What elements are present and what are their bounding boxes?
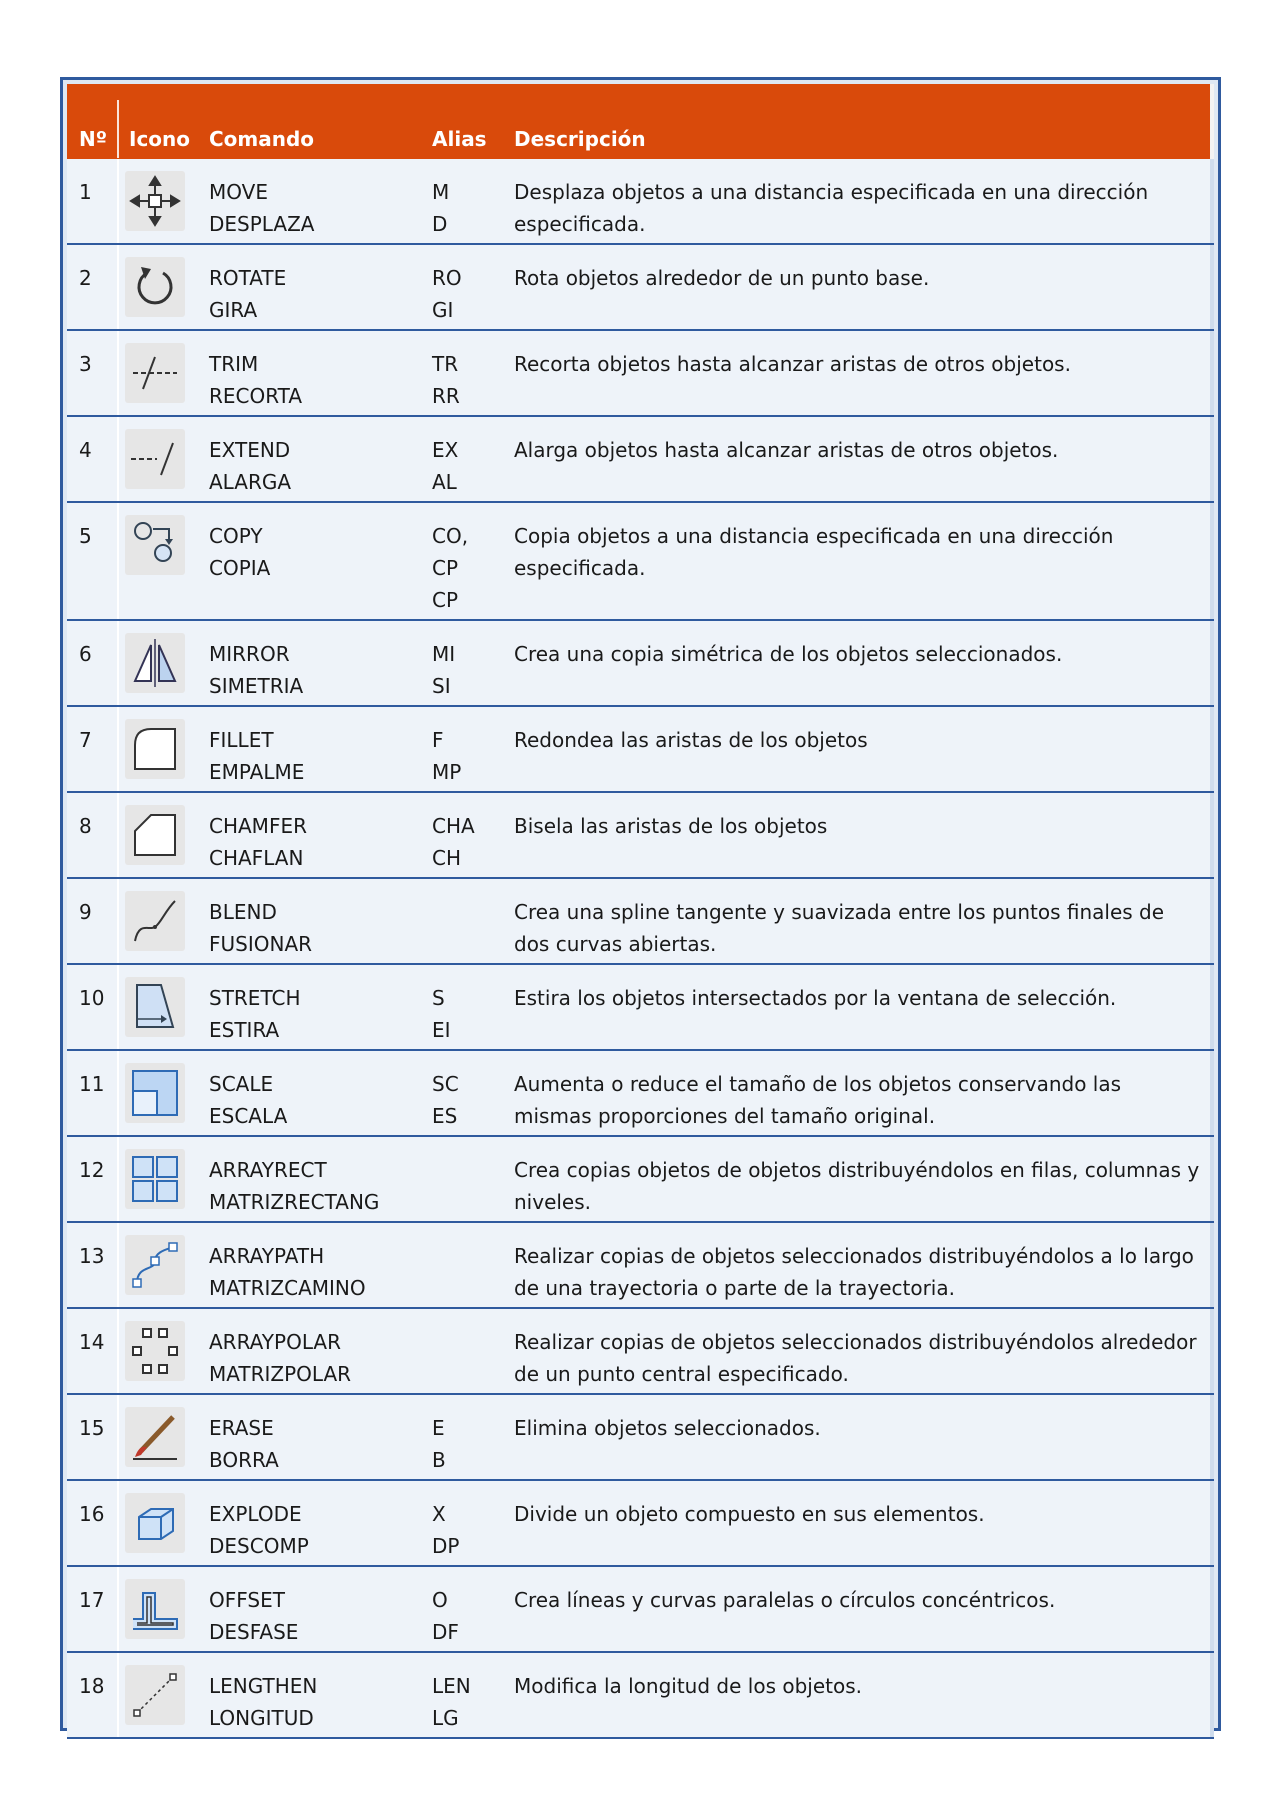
command-description: Elimina objetos seleccionados. [514, 1416, 821, 1440]
command-description: Realizar copias de objetos seleccionados distribuyéndolos alrededor de un punto central especificado. [514, 1330, 1197, 1386]
command-names [209, 1670, 317, 1734]
command-names [209, 520, 270, 584]
command-en: OFFSET [209, 1588, 285, 1612]
command-en: ARRAYPATH [209, 1244, 325, 1268]
header-alias: Alias [432, 127, 487, 151]
command-es: FUSIONAR [209, 932, 313, 956]
command-names [209, 1240, 366, 1304]
row-number: 3 [79, 352, 92, 376]
arrayrect-icon [125, 1149, 185, 1209]
blend-icon [125, 891, 185, 951]
row-number: 13 [79, 1244, 105, 1268]
explode-icon [125, 1493, 185, 1553]
move-icon [125, 171, 185, 231]
table-row [67, 793, 1214, 879]
icon-column-separator [117, 1481, 119, 1565]
command-en: MOVE [209, 180, 268, 204]
table-row [67, 1051, 1214, 1137]
icon-column-separator [117, 1309, 119, 1393]
command-description: Alarga objetos hasta alcanzar aristas de otros objetos. [514, 438, 1059, 462]
row-number: 6 [79, 642, 92, 666]
command-es: EMPALME [209, 760, 305, 784]
command-alias: X DP [432, 1502, 460, 1558]
row-edge [1210, 159, 1214, 243]
icon-column-separator [117, 965, 119, 1049]
command-alias: TR RR [432, 352, 460, 408]
row-edge [1210, 879, 1214, 963]
table-row [67, 1653, 1214, 1739]
table-row [67, 1223, 1214, 1309]
row-number: 14 [79, 1330, 105, 1354]
command-description: Crea líneas y curvas paralelas o círculos concéntricos. [514, 1588, 1056, 1612]
row-number: 12 [79, 1158, 105, 1182]
command-en: CHAMFER [209, 814, 307, 838]
extend-icon [125, 429, 185, 489]
row-edge [1210, 331, 1214, 415]
offset-icon [125, 1579, 185, 1639]
command-description: Desplaza objetos a una distancia especificada en una dirección especificada. [514, 180, 1149, 236]
command-description: Estira los objetos intersectados por la ventana de selección. [514, 986, 1117, 1010]
command-names [209, 982, 301, 1046]
icon-column-separator [117, 621, 119, 705]
row-number: 1 [79, 180, 92, 204]
row-number: 9 [79, 900, 92, 924]
icon-column-separator [117, 1223, 119, 1307]
command-es: CHAFLAN [209, 846, 304, 870]
arraypath-icon [125, 1235, 185, 1295]
command-es: MATRIZPOLAR [209, 1362, 352, 1386]
command-es: LONGITUD [209, 1706, 314, 1730]
command-es: MATRIZCAMINO [209, 1276, 366, 1300]
icon-column-separator [117, 1137, 119, 1221]
command-alias: O DF [432, 1588, 459, 1644]
command-names [209, 1584, 298, 1648]
icon-column-separator [117, 417, 119, 501]
command-description: Modifica la longitud de los objetos. [514, 1674, 862, 1698]
row-edge [1210, 1051, 1214, 1135]
mirror-icon [125, 633, 185, 693]
row-edge [1210, 1223, 1214, 1307]
command-en: TRIM [209, 352, 259, 376]
icon-column-separator [117, 159, 119, 243]
command-names [209, 1412, 279, 1476]
icon-column-separator [117, 245, 119, 329]
stretch-icon [125, 977, 185, 1037]
command-names [209, 724, 304, 788]
command-en: LENGTHEN [209, 1674, 318, 1698]
command-description: Divide un objeto compuesto en sus elementos. [514, 1502, 985, 1526]
command-es: ESTIRA [209, 1018, 280, 1042]
table-row [67, 707, 1214, 793]
command-names [209, 1326, 351, 1390]
row-edge [1210, 621, 1214, 705]
header-edge [1210, 84, 1214, 159]
row-edge [1210, 1395, 1214, 1479]
fillet-icon [125, 719, 185, 779]
icon-column-separator [117, 1051, 119, 1135]
command-es: ALARGA [209, 470, 292, 494]
icon-column-separator [117, 1395, 119, 1479]
table-row [67, 965, 1214, 1051]
header-num: Nº [79, 127, 108, 151]
row-edge [1210, 1567, 1214, 1651]
table-row [67, 1395, 1214, 1481]
icon-column-separator [117, 1567, 119, 1651]
trim-icon [125, 343, 185, 403]
row-edge [1210, 965, 1214, 1049]
lengthen-icon [125, 1665, 185, 1725]
command-names [209, 1154, 379, 1218]
table-row [67, 159, 1214, 245]
command-en: EXTEND [209, 438, 291, 462]
icon-column-separator [117, 331, 119, 415]
table-row [67, 417, 1214, 503]
command-es: DESCOMP [209, 1534, 309, 1558]
command-alias: LEN LG [432, 1674, 471, 1730]
table-row [67, 879, 1214, 965]
row-edge [1210, 503, 1214, 619]
command-es: MATRIZRECTANG [209, 1190, 380, 1214]
command-alias: RO GI [432, 266, 462, 322]
command-en: FILLET [209, 728, 274, 752]
row-edge [1210, 707, 1214, 791]
icon-column-separator [117, 707, 119, 791]
rotate-icon [125, 257, 185, 317]
row-number: 15 [79, 1416, 105, 1440]
command-en: COPY [209, 524, 263, 548]
command-alias: M D [432, 180, 450, 236]
row-edge [1210, 1481, 1214, 1565]
header-description: Descripción [514, 127, 646, 151]
table-row [67, 1481, 1214, 1567]
command-alias: SC ES [432, 1072, 459, 1128]
commands-table [60, 77, 1221, 1731]
command-alias: S EI [432, 986, 451, 1042]
command-en: EXPLODE [209, 1502, 302, 1526]
command-names [209, 896, 312, 960]
command-names [209, 810, 307, 874]
command-description: Realizar copias de objetos seleccionados distribuyéndolos a lo largo de una trayectoria o parte de la trayectoria. [514, 1244, 1194, 1300]
command-description: Copia objetos a una distancia especificada en una dirección especificada. [514, 524, 1114, 580]
command-description: Crea una spline tangente y suavizada entre los puntos finales de dos curvas abiertas. [514, 900, 1165, 956]
command-names [209, 1498, 309, 1562]
command-description: Rota objetos alrededor de un punto base. [514, 266, 930, 290]
row-number: 2 [79, 266, 92, 290]
row-edge [1210, 245, 1214, 329]
command-names [209, 176, 314, 240]
row-edge [1210, 793, 1214, 877]
header-icon: Icono [129, 127, 191, 151]
chamfer-icon [125, 805, 185, 865]
row-number: 11 [79, 1072, 105, 1096]
row-number: 10 [79, 986, 105, 1010]
row-edge [1210, 1653, 1214, 1737]
table-row [67, 1567, 1214, 1653]
icon-column-separator [117, 1653, 119, 1737]
command-names [209, 638, 303, 702]
table-row [67, 1309, 1214, 1395]
command-alias: CHA CH [432, 814, 475, 870]
table-row [67, 331, 1214, 417]
command-es: SIMETRIA [209, 674, 304, 698]
command-en: BLEND [209, 900, 277, 924]
command-en: ARRAYRECT [209, 1158, 327, 1182]
icon-column-separator [117, 793, 119, 877]
icon-column-separator [117, 503, 119, 619]
row-edge [1210, 1137, 1214, 1221]
command-alias: F MP [432, 728, 462, 784]
row-edge [1210, 417, 1214, 501]
header-separator [117, 100, 119, 158]
command-alias: EX AL [432, 438, 459, 494]
table-header [67, 84, 1214, 159]
command-es: GIRA [209, 298, 258, 322]
command-es: DESPLAZA [209, 212, 315, 236]
arraypolar-icon [125, 1321, 185, 1381]
table-row [67, 503, 1214, 621]
scale-icon [125, 1063, 185, 1123]
command-en: ARRAYPOLAR [209, 1330, 341, 1354]
command-en: STRETCH [209, 986, 301, 1010]
command-alias: CO, CP CP [432, 524, 469, 612]
row-edge [1210, 1309, 1214, 1393]
table-row [67, 621, 1214, 707]
command-description: Recorta objetos hasta alcanzar aristas de otros objetos. [514, 352, 1071, 376]
command-description: Crea copias objetos de objetos distribuyéndolos en filas, columnas y niveles. [514, 1158, 1200, 1214]
command-en: ROTATE [209, 266, 287, 290]
command-es: BORRA [209, 1448, 279, 1472]
erase-icon [125, 1407, 185, 1467]
command-es: RECORTA [209, 384, 303, 408]
command-es: DESFASE [209, 1620, 299, 1644]
command-names [209, 1068, 287, 1132]
command-alias: E B [432, 1416, 446, 1472]
command-en: MIRROR [209, 642, 290, 666]
command-names [209, 348, 302, 412]
copy-icon [125, 515, 185, 575]
row-number: 17 [79, 1588, 105, 1612]
table-row [67, 1137, 1214, 1223]
row-number: 18 [79, 1674, 105, 1698]
command-es: ESCALA [209, 1104, 288, 1128]
command-es: COPIA [209, 556, 271, 580]
command-description: Aumenta o reduce el tamaño de los objetos conservando las mismas proporciones del tamaño original. [514, 1072, 1122, 1128]
command-names [209, 434, 291, 498]
row-number: 8 [79, 814, 92, 838]
command-en: ERASE [209, 1416, 274, 1440]
table-row [67, 245, 1214, 331]
row-number: 4 [79, 438, 92, 462]
command-description: Bisela las aristas de los objetos [514, 814, 828, 838]
command-en: SCALE [209, 1072, 274, 1096]
icon-column-separator [117, 879, 119, 963]
header-command: Comando [209, 127, 315, 151]
row-number: 16 [79, 1502, 105, 1526]
command-alias: MI SI [432, 642, 456, 698]
command-description: Crea una copia simétrica de los objetos seleccionados. [514, 642, 1063, 666]
command-names [209, 262, 286, 326]
row-number: 7 [79, 728, 92, 752]
row-number: 5 [79, 524, 92, 548]
command-description: Redondea las aristas de los objetos [514, 728, 868, 752]
